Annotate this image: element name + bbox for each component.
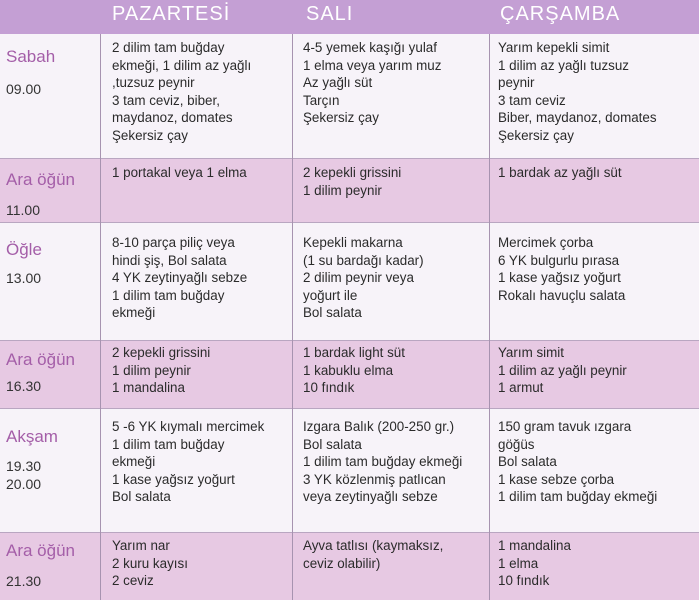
row-divider (0, 532, 699, 533)
cell-line: 8-10 parça piliç veya (112, 235, 235, 250)
cell-line: yoğurt ile (303, 287, 358, 303)
cell-pazartesi (112, 537, 188, 590)
cell-line: 4 YK zeytinyağlı sebze (112, 270, 248, 286)
cell-line: Rokalı havuçlu salata (498, 287, 626, 303)
row-divider (0, 408, 699, 409)
cell-line: 1 portakal veya 1 elma (112, 165, 247, 180)
cell-line: 150 gram tavuk ızgara (498, 419, 632, 434)
cell-line: peynir (498, 75, 535, 91)
cell-line: ceviz olabilir) (303, 555, 381, 571)
meal-label: Ara öğün (6, 541, 75, 560)
cell-line: 10 fındık (303, 380, 355, 396)
cell-line: 2 kepekli grissini (303, 165, 402, 180)
meal-label: Akşam (6, 427, 58, 446)
column-divider (292, 34, 293, 600)
cell-carsamba (498, 39, 657, 145)
cell-sali (303, 537, 443, 572)
cell-line: Ayva tatlısı (kaymaksız, (303, 538, 444, 553)
header-sali: SALI (306, 3, 354, 25)
cell-line: 1 kabuklu elma (303, 362, 394, 378)
cell-line: Şekersiz çay (112, 127, 188, 143)
meal-time: 16.30 (6, 378, 42, 394)
cell-carsamba (498, 537, 571, 590)
cell-line: 3 tam ceviz (498, 92, 566, 108)
cell-line: 5 -6 YK kıymalı mercimek (112, 419, 265, 434)
cell-line: 6 YK bulgurlu pırasa (498, 252, 620, 268)
cell-line: 3 YK közlenmiş patlıcan (303, 471, 446, 487)
cell-pazartesi (112, 344, 210, 397)
cell-pazartesi (112, 39, 251, 145)
cell-line: 1 bardak az yağlı süt (498, 165, 622, 180)
cell-line: 1 dilim az yağlı peynir (498, 362, 627, 378)
row-divider (0, 222, 699, 223)
cell-line: 1 bardak light süt (303, 345, 405, 360)
meal-time: 11.00 (6, 202, 40, 218)
cell-line: Şekersiz çay (303, 110, 379, 126)
cell-line: Bol salata (112, 489, 171, 505)
cell-line: Yarım simit (498, 345, 564, 360)
row-divider (0, 340, 699, 341)
header-pazartesi: PAZARTESİ (112, 3, 231, 25)
cell-line: Az yağlı süt (303, 75, 373, 91)
cell-sali (303, 164, 401, 199)
cell-line: 1 dilim az yağlı tuzsuz (498, 57, 629, 73)
cell-carsamba (498, 164, 622, 182)
cell-line: 1 dilim tam buğday (112, 436, 225, 452)
cell-line: 1 mandalina (498, 538, 571, 553)
cell-line: Bol salata (303, 436, 362, 452)
cell-line: 1 kase yağsız yoğurt (498, 270, 621, 286)
cell-line: Şekersiz çay (498, 127, 574, 143)
cell-line: Biber, maydanoz, domates (498, 110, 657, 126)
meal-label: Sabah (6, 47, 56, 66)
cell-line: Mercimek çorba (498, 235, 594, 250)
cell-line: 1 elma veya yarım muz (303, 57, 442, 73)
header-carsamba: ÇARŞAMBA (500, 3, 621, 25)
meal-time: 21.30 (6, 573, 42, 589)
cell-line: 1 dilim peynir (303, 182, 382, 198)
meal-time: 19.30 (6, 458, 42, 474)
cell-carsamba (498, 344, 627, 397)
cell-line: ,tuzsuz peynir (112, 75, 195, 91)
meal-time: 09.00 (6, 81, 42, 97)
cell-line: hindi şiş, Bol salata (112, 252, 227, 268)
cell-sali (303, 418, 462, 506)
cell-line: 2 dilim tam buğday (112, 40, 225, 55)
cell-line: Bol salata (498, 454, 557, 470)
cell-line: Izgara Balık (200-250 gr.) (303, 419, 455, 434)
cell-line: Bol salata (303, 305, 362, 321)
column-divider (489, 34, 490, 600)
cell-carsamba (498, 418, 657, 506)
cell-line: Kepekli makarna (303, 235, 403, 250)
row-divider (0, 158, 699, 159)
meal-time: 13.00 (6, 270, 42, 286)
meal-time: 20.00 (6, 476, 42, 492)
meal-label: Öğle (6, 240, 42, 259)
cell-sali (303, 344, 405, 397)
cell-line: 4-5 yemek kaşığı yulaf (303, 40, 437, 55)
cell-line: 1 elma (498, 555, 539, 571)
meal-label: Ara öğün (6, 170, 75, 189)
cell-line: veya zeytinyağlı sebze (303, 489, 438, 505)
cell-line: maydanoz, domates (112, 110, 233, 126)
cell-line: Yarım nar (112, 538, 170, 553)
column-divider (100, 34, 101, 600)
cell-line: 1 dilim tam buğday ekmeği (303, 454, 463, 470)
table-header (0, 0, 699, 34)
cell-line: Tarçın (303, 92, 340, 108)
cell-line: 10 fındık (498, 573, 550, 589)
cell-line: 1 mandalina (112, 380, 185, 396)
cell-line: 2 kuru kayısı (112, 555, 188, 571)
cell-pazartesi (112, 164, 247, 182)
cell-line: 1 armut (498, 380, 544, 396)
cell-line: 1 dilim peynir (112, 362, 191, 378)
cell-line: 1 dilim tam buğday ekmeği (498, 489, 658, 505)
cell-line: 2 ceviz (112, 573, 154, 589)
cell-line: 1 kase sebze çorba (498, 471, 615, 487)
cell-carsamba (498, 234, 625, 304)
cell-line: ekmeği (112, 454, 156, 470)
cell-sali (303, 234, 424, 322)
cell-line: 2 dilim peynir veya (303, 270, 414, 286)
cell-line: (1 su bardağı kadar) (303, 252, 424, 268)
cell-line: Yarım kepekli simit (498, 40, 610, 55)
cell-line: 1 kase yağsız yoğurt (112, 471, 235, 487)
cell-line: 2 kepekli grissini (112, 345, 211, 360)
cell-sali (303, 39, 441, 127)
cell-line: ekmeği (112, 305, 156, 321)
cell-line: 3 tam ceviz, biber, (112, 92, 220, 108)
cell-line: 1 dilim tam buğday (112, 287, 225, 303)
cell-line: göğüs (498, 436, 535, 452)
cell-pazartesi (112, 234, 247, 322)
cell-pazartesi (112, 418, 264, 506)
cell-line: ekmeği, 1 dilim az yağlı (112, 57, 252, 73)
meal-label: Ara öğün (6, 350, 75, 369)
